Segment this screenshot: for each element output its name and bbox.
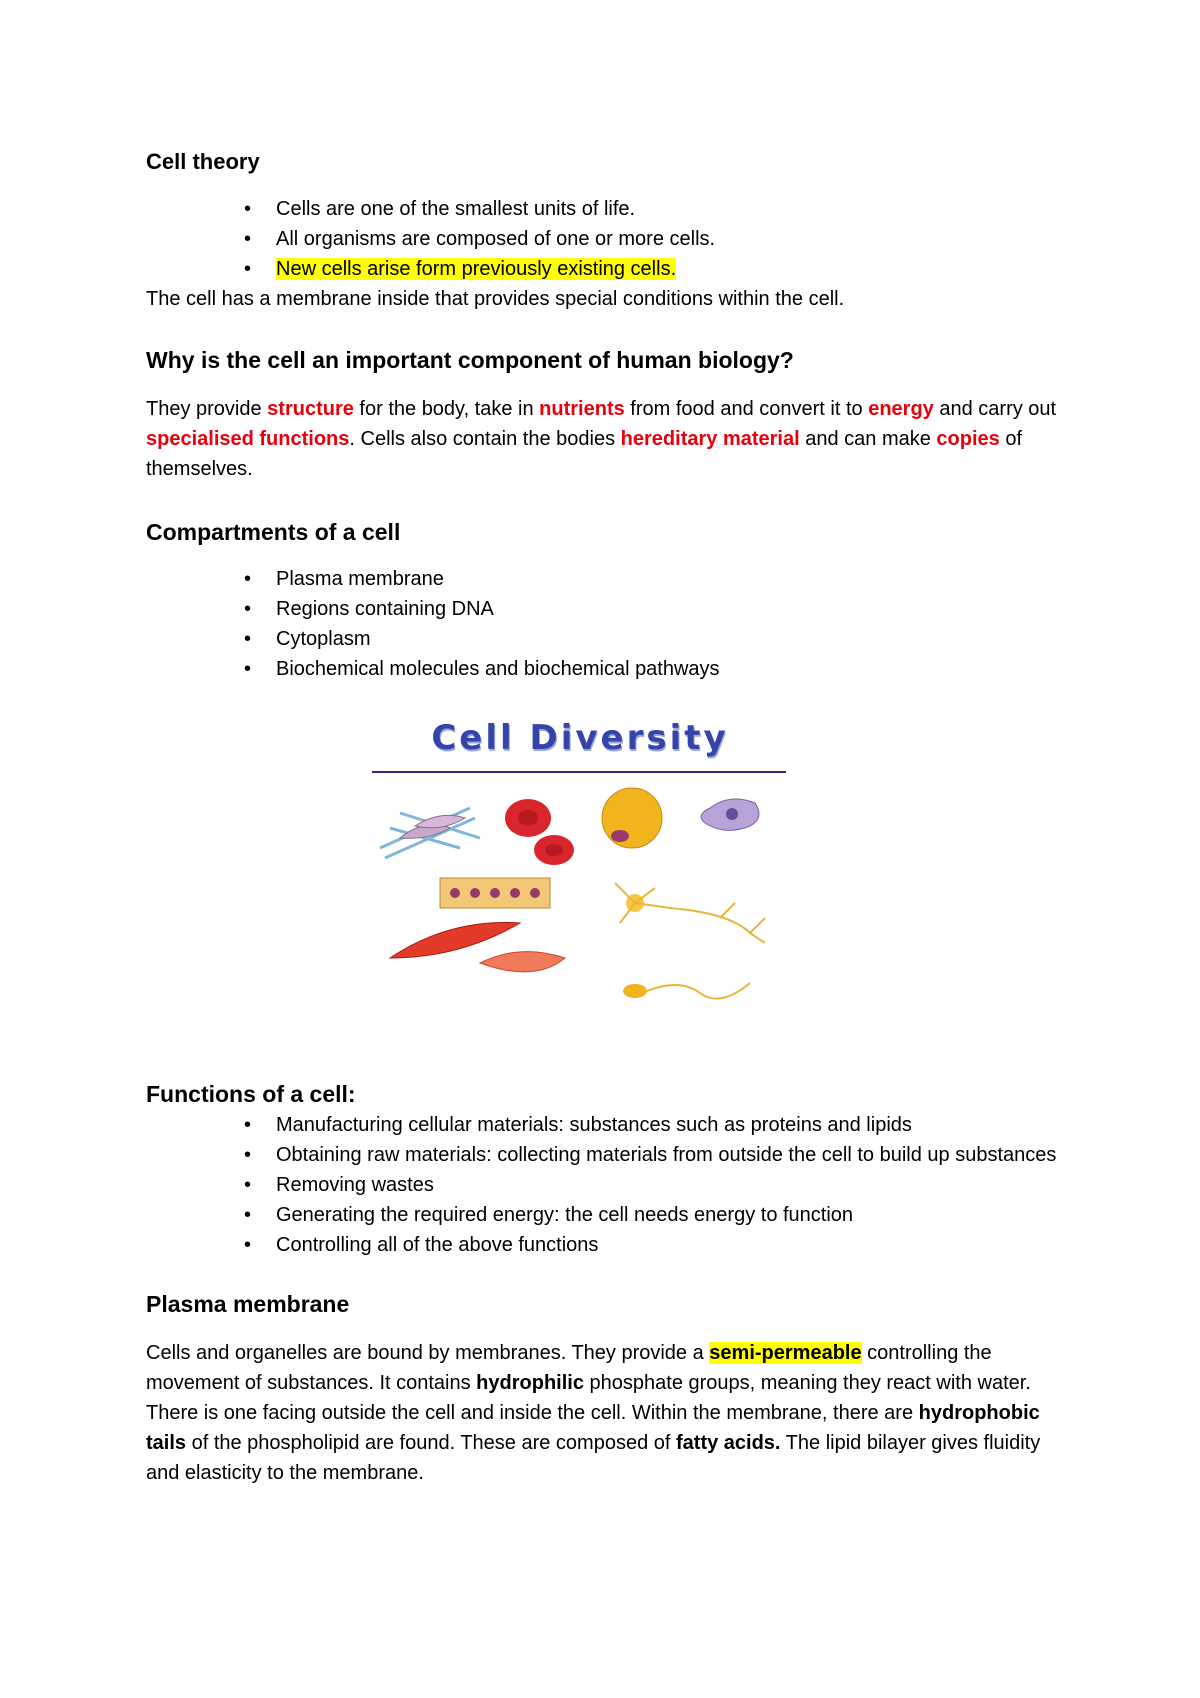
list-item: • All organisms are composed of one or more cells. <box>146 224 1076 254</box>
macrophage-illustration <box>701 799 759 830</box>
text-run: They provide <box>146 398 268 420</box>
neuron-illustration <box>615 883 765 943</box>
text-run: from food and convert it to <box>624 398 869 420</box>
keyword: hereditary material <box>620 428 800 450</box>
highlighted-text: New cells arise form previously existing cells. <box>276 258 677 280</box>
compartments-list <box>146 564 1076 684</box>
why-important-paragraph <box>146 394 1076 484</box>
epithelial-cells-illustration <box>440 878 550 908</box>
plasma-membrane-paragraph <box>146 1338 1076 1488</box>
text-run: The lipid bilayer gives fluidity and elasticity to the membrane. <box>146 1432 1041 1484</box>
text-run: . Cells also contain the bodies <box>349 428 621 450</box>
list-item <box>146 254 1076 284</box>
list-item: • Cytoplasm <box>146 624 1076 654</box>
keyword: structure <box>267 398 354 420</box>
text-run: of the phospholipid are found. These are composed of <box>186 1432 676 1454</box>
list-item: • Biochemical molecules and biochemical pathways <box>146 654 1076 684</box>
cell-theory-note: The cell has a membrane inside that provides special conditions within the cell. <box>146 288 845 310</box>
cell-diversity-illustration <box>370 718 790 1040</box>
list-item: • Removing wastes <box>146 1170 1076 1200</box>
figure-title: Cell Diversity <box>431 718 729 758</box>
text-run: and carry out <box>933 398 1057 420</box>
text-run: of themselves. <box>146 428 1023 480</box>
heading-compartments: Compartments of a cell <box>146 519 401 545</box>
heading-cell-theory: Cell theory <box>146 149 260 174</box>
list-item: • Manufacturing cellular materials: substances such as proteins and lipids <box>146 1110 1076 1140</box>
functions-list <box>146 1110 1076 1260</box>
fibroblast-illustration <box>380 808 480 858</box>
heading-why-important: Why is the cell an important component of human biology? <box>146 347 794 373</box>
keyword: nutrients <box>539 398 625 420</box>
list-item: • Regions containing DNA <box>146 594 1076 624</box>
text-run: phosphate groups, meaning they react with water. There is one facing outside the cell and inside the cell. Within the membrane, there are <box>146 1372 1031 1424</box>
document-content-lower <box>146 1078 1076 1488</box>
list-item: • Plasma membrane <box>146 564 1076 594</box>
heading-plasma-membrane: Plasma membrane <box>146 1291 350 1317</box>
keyword: hydrophobic tails <box>146 1402 1040 1454</box>
keyword: energy <box>868 398 934 420</box>
list-item: • Obtaining raw materials: collecting materials from outside the cell to build up substances <box>146 1140 1076 1170</box>
fat-cell-illustration <box>602 788 662 848</box>
list-item: • Controlling all of the above functions <box>146 1230 1076 1260</box>
keyword: fatty acids. <box>676 1432 781 1454</box>
text-run: and can make <box>799 428 937 450</box>
text-run: for the body, take in <box>353 398 540 420</box>
list-item: • Cells are one of the smallest units of life. <box>146 194 1076 224</box>
list-item: • Generating the required energy: the cell needs energy to function <box>146 1200 1076 1230</box>
keyword: hydrophilic <box>476 1372 584 1394</box>
cell-diversity-figure <box>370 718 790 1040</box>
muscle-cells-illustration <box>390 922 565 971</box>
keyword: copies <box>936 428 1000 450</box>
heading-functions: Functions of a cell: <box>146 1081 356 1107</box>
cell-theory-list <box>146 194 1076 284</box>
erythrocyte-illustration <box>505 799 574 865</box>
highlighted-keyword: semi-permeable <box>709 1342 862 1364</box>
keyword: specialised functions <box>146 428 350 450</box>
text-run: Cells and organelles are bound by membranes. They provide a <box>146 1342 710 1364</box>
sperm-cell-illustration <box>623 983 750 999</box>
document-content <box>146 146 1076 684</box>
text-run: controlling the movement of substances. It contains <box>146 1342 992 1394</box>
